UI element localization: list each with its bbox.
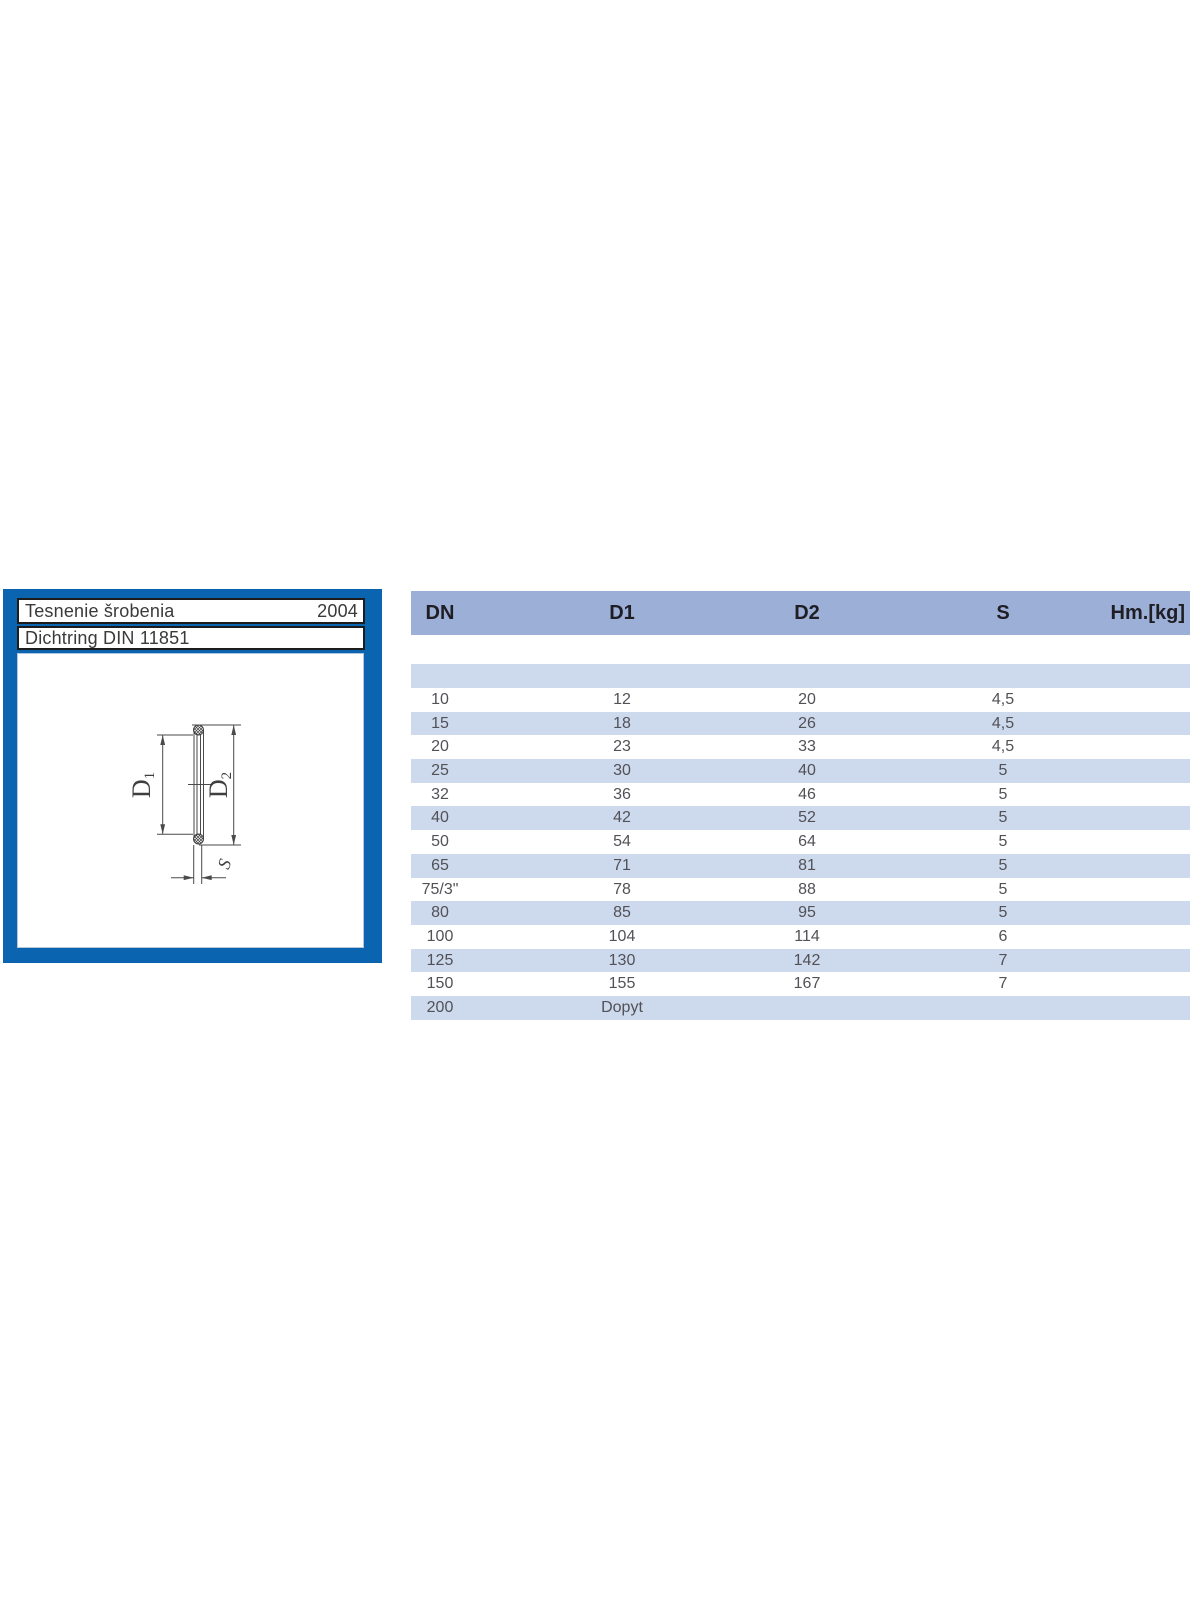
- header-cell-hm: Hm.[kg]: [1110, 601, 1185, 624]
- table-row: [411, 996, 1190, 1020]
- table-cell: 5: [998, 809, 1008, 827]
- table-cell: [1167, 688, 1190, 712]
- table-cell: [1167, 783, 1190, 807]
- table-cell: 150: [426, 975, 454, 993]
- table-cell: 65: [431, 856, 449, 874]
- table-cell: 26: [798, 714, 816, 732]
- table-cell: 104: [608, 927, 636, 945]
- table-cell: 88: [798, 880, 816, 898]
- dim-label-s: S: [213, 856, 236, 872]
- table-cell: 5: [998, 880, 1008, 898]
- card-title-bar: [17, 598, 365, 624]
- table-cell: 32: [431, 785, 449, 803]
- table-row: [411, 925, 1190, 949]
- table-cell: 4,5: [991, 714, 1015, 732]
- table-cell: [1167, 972, 1190, 996]
- oring-bottom-section: [194, 834, 204, 844]
- table-cell: 114: [794, 927, 820, 945]
- oring-top-section: [194, 725, 204, 735]
- table-cell: 71: [613, 856, 631, 874]
- table-row: [411, 972, 1190, 996]
- table-cell: [1167, 712, 1190, 736]
- table-cell: [1167, 854, 1190, 878]
- table-cell: 52: [798, 809, 816, 827]
- table-cell: 95: [798, 904, 816, 922]
- table-cell: 40: [431, 809, 449, 827]
- table-cell: 23: [613, 738, 631, 756]
- table-row: [411, 830, 1190, 854]
- table-spacer-row: [411, 664, 1190, 688]
- table-row: [411, 878, 1190, 902]
- table-cell: [1167, 925, 1190, 949]
- table-cell: 18: [613, 714, 631, 732]
- header-cell-d1: D1: [609, 601, 635, 624]
- table-row: [411, 688, 1190, 712]
- table-cell: [1167, 878, 1190, 902]
- table-cell: 46: [798, 785, 816, 803]
- dim-label-d1: D1: [127, 771, 158, 799]
- table-cell: 81: [798, 856, 816, 874]
- table-cell: 6: [998, 927, 1008, 945]
- table-cell: 142: [793, 951, 821, 969]
- table-cell: 33: [798, 738, 816, 756]
- diagram-box: [17, 653, 364, 948]
- card-subtitle-bar: [17, 626, 365, 650]
- table-cell: 20: [431, 738, 449, 756]
- table-row: [411, 783, 1190, 807]
- table-cell: 36: [613, 785, 631, 803]
- table-cell: 54: [613, 833, 631, 851]
- table-cell: 80: [431, 904, 449, 922]
- table-cell: 15: [431, 714, 449, 732]
- table-cell: 5: [998, 856, 1008, 874]
- table-cell: Dopyt: [601, 998, 643, 1016]
- header-cell-dn: DN: [425, 601, 455, 624]
- table-row: [411, 735, 1190, 759]
- table-cell: 75/3": [421, 880, 459, 898]
- table-cell: [1167, 996, 1190, 1020]
- table-cell: 64: [798, 833, 816, 851]
- table-cell: 7: [998, 975, 1008, 993]
- table-cell: 20: [798, 691, 816, 708]
- product-card: [3, 589, 382, 963]
- table-cell: [1167, 830, 1190, 854]
- table-row: [411, 854, 1190, 878]
- table-cell: [775, 996, 839, 1020]
- table-cell: 78: [613, 880, 631, 898]
- table-gap: [411, 635, 1190, 664]
- table-cell: 5: [998, 762, 1008, 780]
- seal-ring-diagram: [18, 654, 363, 947]
- table-cell: 5: [998, 833, 1008, 851]
- table-cell: [1167, 806, 1190, 830]
- table-cell: 40: [798, 762, 816, 780]
- table-cell: 30: [613, 762, 631, 780]
- table-cell: 200: [426, 998, 454, 1016]
- table-cell: [1167, 759, 1190, 783]
- table-body: [411, 688, 1190, 1020]
- table-cell: 85: [613, 904, 631, 922]
- table-cell: 50: [431, 833, 449, 851]
- table-cell: 12: [613, 691, 631, 708]
- card-subtitle-de: Dichtring DIN 11851: [25, 627, 190, 648]
- table-cell: 10: [431, 691, 449, 708]
- table-row: [411, 806, 1190, 830]
- table-cell: 100: [426, 927, 454, 945]
- table-row: [411, 712, 1190, 736]
- table-cell: 42: [613, 809, 631, 827]
- table-cell: 4,5: [991, 738, 1015, 756]
- table-cell: 125: [426, 951, 454, 969]
- table-row: [411, 759, 1190, 783]
- header-cell-d2: D2: [794, 601, 820, 624]
- table-cell: 4,5: [991, 691, 1015, 708]
- table-row: [411, 949, 1190, 973]
- table-cell: 155: [608, 975, 636, 993]
- table-cell: [1167, 949, 1190, 973]
- dimensions-table: [411, 591, 1190, 1020]
- header-cell-s: S: [996, 601, 1010, 624]
- table-row: [411, 901, 1190, 925]
- table-cell: 167: [793, 975, 821, 993]
- table-cell: [839, 996, 1167, 1020]
- table-cell: 130: [608, 951, 636, 969]
- table-cell: [1167, 735, 1190, 759]
- table-cell: 5: [998, 785, 1008, 803]
- table-header: [411, 591, 1190, 635]
- card-title-sk: Tesnenie šrobenia: [25, 600, 175, 621]
- table-cell: 5: [998, 904, 1008, 922]
- card-year: 2004: [317, 600, 358, 621]
- table-cell: 25: [431, 762, 449, 780]
- dim-label-d2: D2: [204, 771, 235, 799]
- table-cell: 7: [998, 951, 1008, 969]
- table-cell: [1167, 901, 1190, 925]
